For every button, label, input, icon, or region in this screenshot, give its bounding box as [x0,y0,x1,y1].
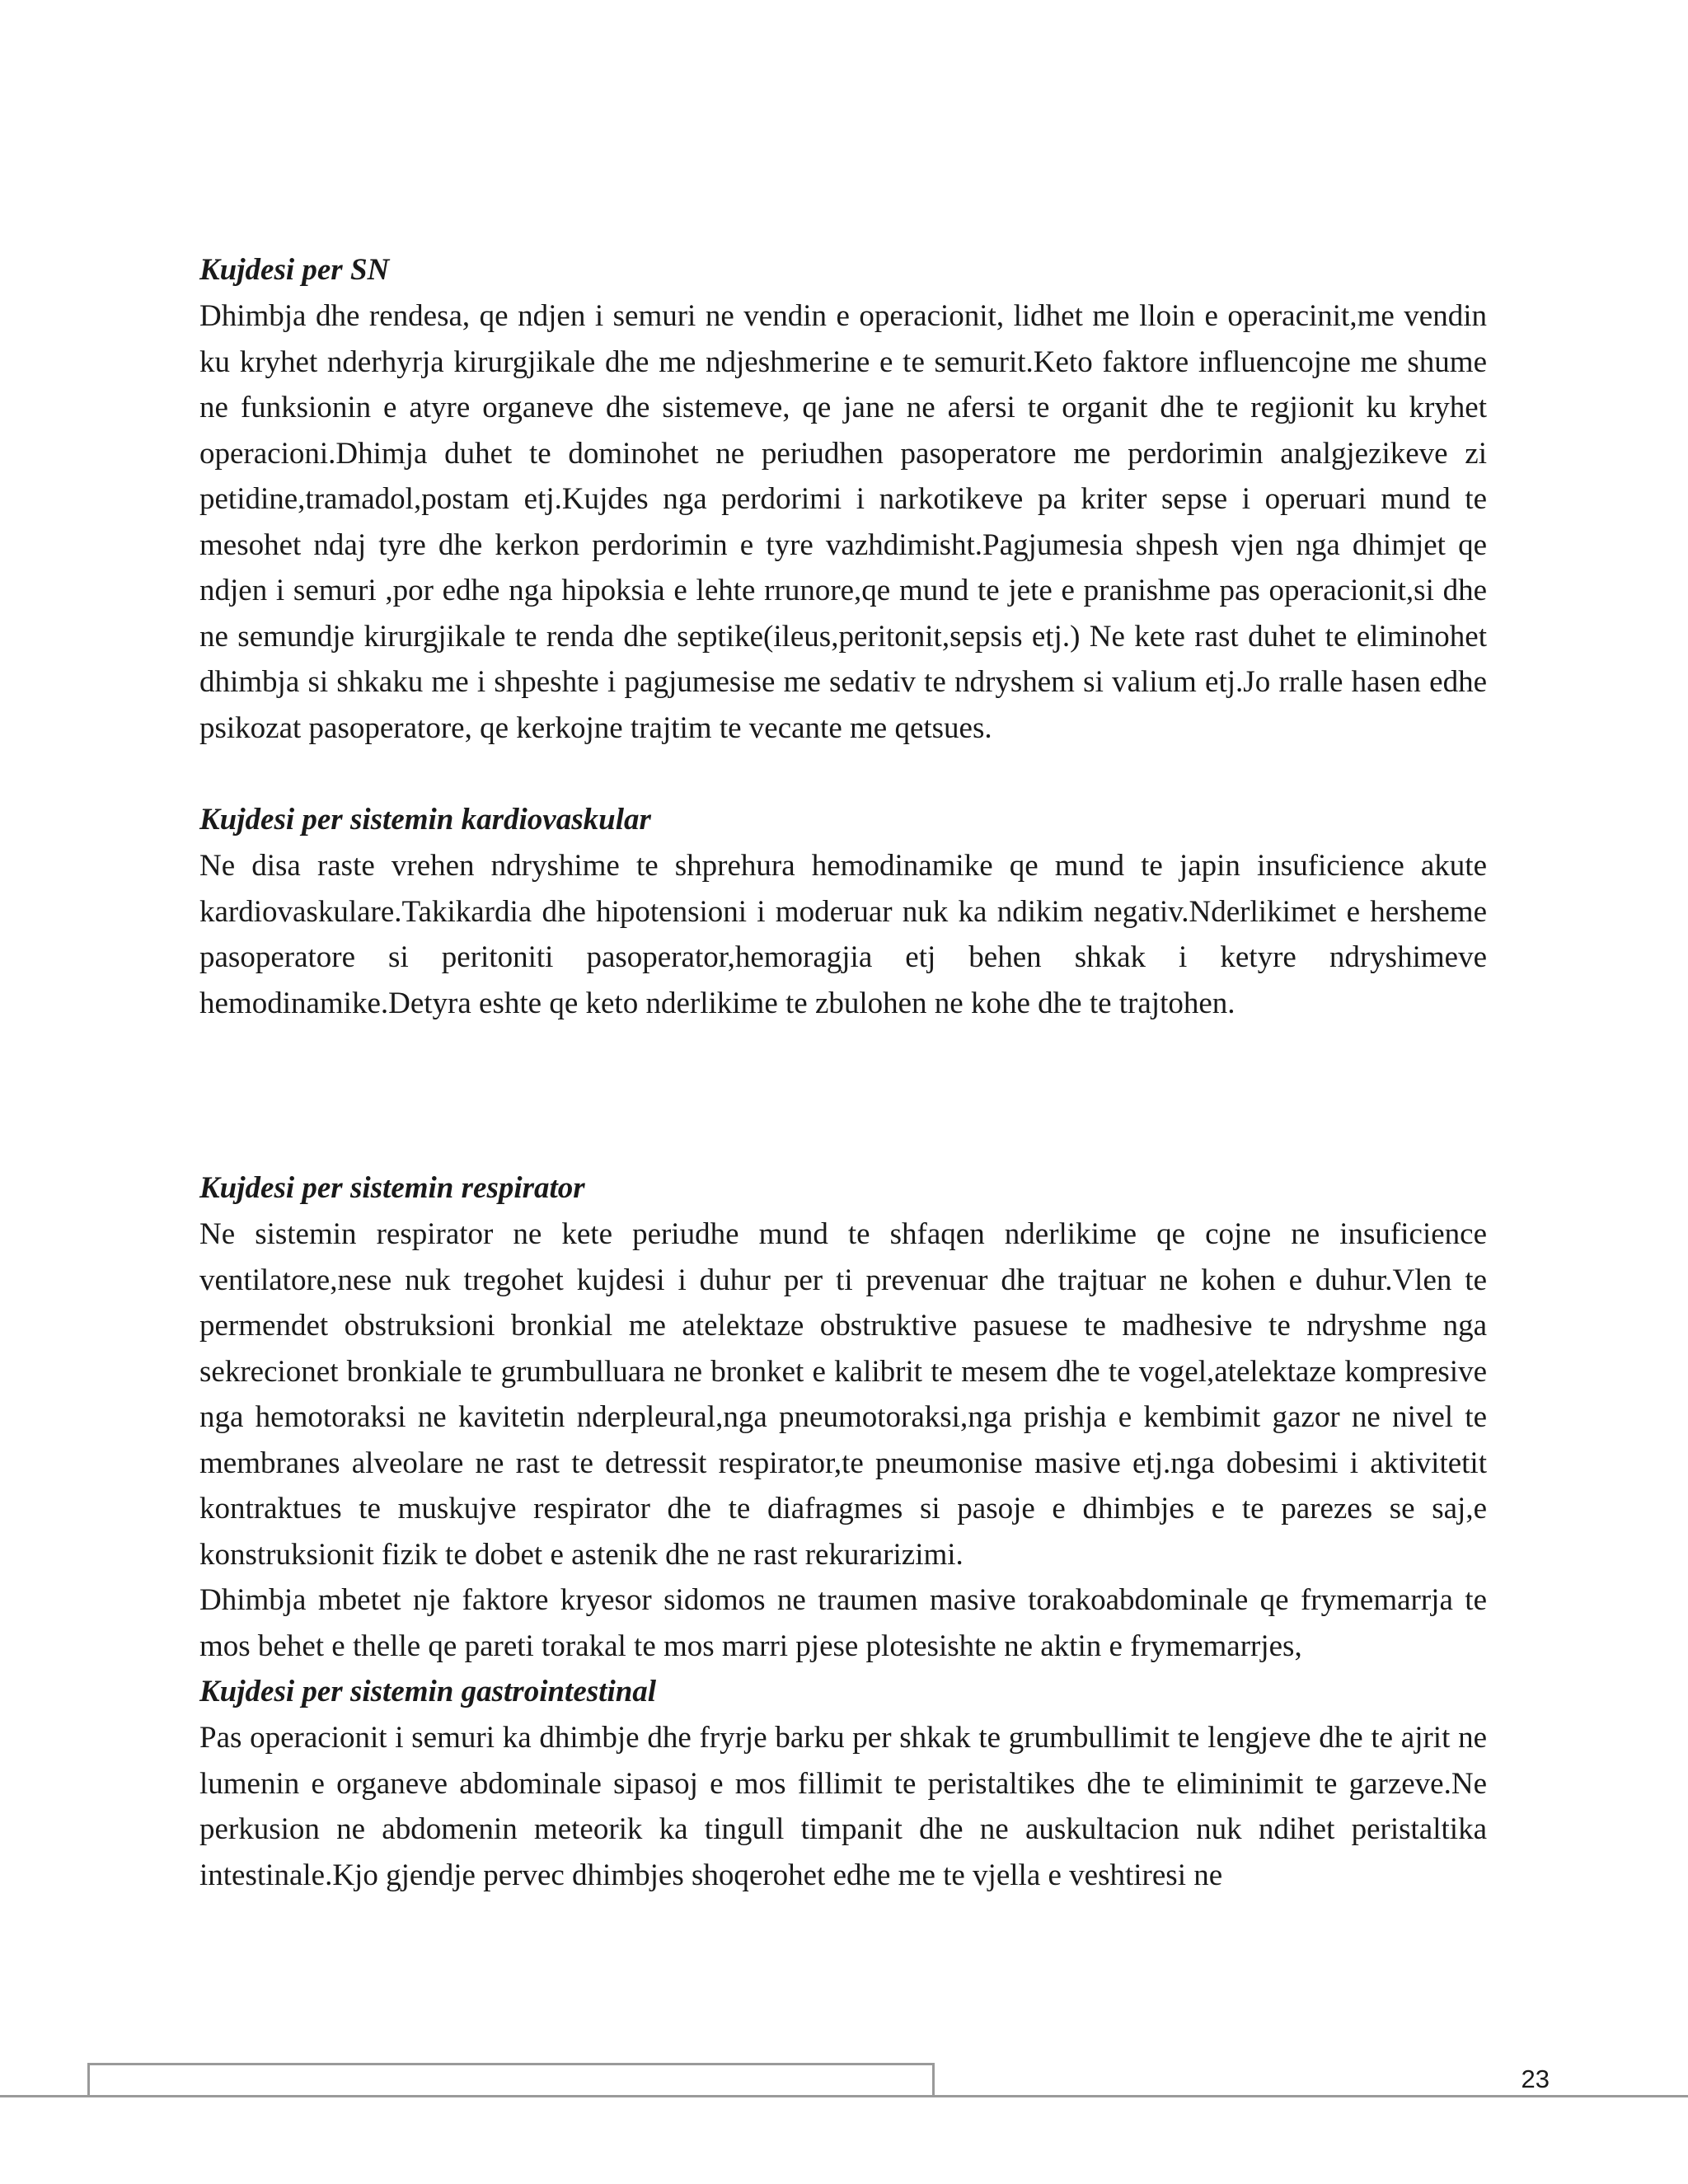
section-paragraph: Dhimbja dhe rendesa, qe ndjen i semuri ne vendin e operacionit, lidhet me lloin e operacinit,me vendin ku kryhet nderhyrja kirurgjikale dhe me ndjeshmerine e te semurit.Keto faktore influencojne me shume ne funksionin e atyre organeve dhe sistemeve, qe jane ne afersi te organit dhe te regjionit ku kryhet operacioni.Dhimja duhet te dominohet ne periudhen pasoperatore me perdorimin analgjezikeve zi petidine,tramadol,postam etj.Kujdes nga perdorimi i narkotikeve pa kriter sepse i operuari mund te mesohet ndaj tyre dhe kerkon perdorimin e tyre vazhdimisht.Pagjumesia shpesh vjen nga dhimjet qe ndjen i semuri ,por edhe nga hipoksia e lehte rrunore,qe mund te jete e pranishme pas operacionit,si dhe ne semundje kirurgjikale te renda dhe septike(ileus,peritonit,sepsis etj.) Ne kete rast duhet te eliminohet dhimbja si shkaku me i shpeshte i pagjumesise me sedativ te ndryshem si valium etj.Jo rralle hasen edhe psikozat pasoperatore, qe kerkojne trajtim te vecante me qetsues. [199,299,1487,745]
section-kardiovaskular [199,797,1487,1026]
section-heading: Kujdesi per sistemin respirator [199,1171,585,1205]
footer-rule [0,2095,1688,2097]
section-paragraph: Dhimbja mbetet nje faktore kryesor sidomos ne traumen masive torakoabdominale qe frymemarrja te mos behet e thelle qe pareti torakal te mos marri pjese plotesishte ne aktin e frymemarrjes, [199,1583,1487,1663]
section-respirator [199,1165,1487,1669]
section-heading: Kujdesi per sistemin kardiovaskular [199,803,651,837]
document-body [199,247,1487,1898]
section-paragraph: Ne disa raste vrehen ndryshime te shprehura hemodinamike qe mund te japin insuficience akute kardiovaskulare.Takikardia dhe hipotensioni i moderuar nuk ka ndikim negativ.Nderlikimet e hersheme pasoperatore si peritoniti pasoperator,hemoragjia etj behen shkak i ketyre ndryshimeve hemodinamike.Detyra eshte qe keto nderlikime te zbulohen ne kohe dhe te trajtohen. [199,849,1487,1020]
page-number: 23 [1521,2064,1550,2093]
section-paragraph: Pas operacionit i semuri ka dhimbje dhe fryrje barku per shkak te grumbullimit te lengjeve dhe te ajrit ne lumenin e organeve abdominale sipasoj e mos fillimit te peristaltikes dhe te eliminimit te garzeve.Ne perkusion ne abdomenin meteorik ka tingull timpanit dhe ne auskultacion nuk ndihet peristaltika intestinale.Kjo gjendje pervec dhimbjes shoqerohet edhe me te vjella e veshtiresi ne [199,1721,1487,1892]
footer-tab-decoration [87,2063,935,2095]
spacer [199,751,1487,797]
section-heading: Kujdesi per SN [199,253,390,287]
section-sn [199,247,1487,751]
section-paragraph: Ne sistemin respirator ne kete periudhe mund te shfaqen nderlikime qe cojne ne insuficience ventilatore,nese nuk tregohet kujdesi i duhur per ti prevenuar dhe trajtuar ne kohen e duhur.Vlen te permendet obstruksioni bronkial me atelektaze obstruktive pasuese te madhesive te ndryshme nga sekrecionet bronkiale te grumbulluara ne bronket e kalibrit te mesem dhe te vogel,atelektaze kompresive nga hemotoraksi ne kavitetin nderpleural,nga pneumotoraksi,nga prishja e kembimit gazor ne nivel te membranes alveolare ne rast te detressit respirator,te pneumonise masive etj.nga dobesimi i aktivitetit kontraktues te muskujve respirator dhe te diafragmes si pasoje e dhimbjes e te parezes se saj,e konstruksionit fizik te dobet e astenik dhe ne rast rekurarizimi. [199,1217,1487,1572]
section-gastrointestinal [199,1669,1487,1898]
section-heading: Kujdesi per sistemin gastrointestinal [199,1675,657,1708]
spacer [199,1026,1487,1165]
